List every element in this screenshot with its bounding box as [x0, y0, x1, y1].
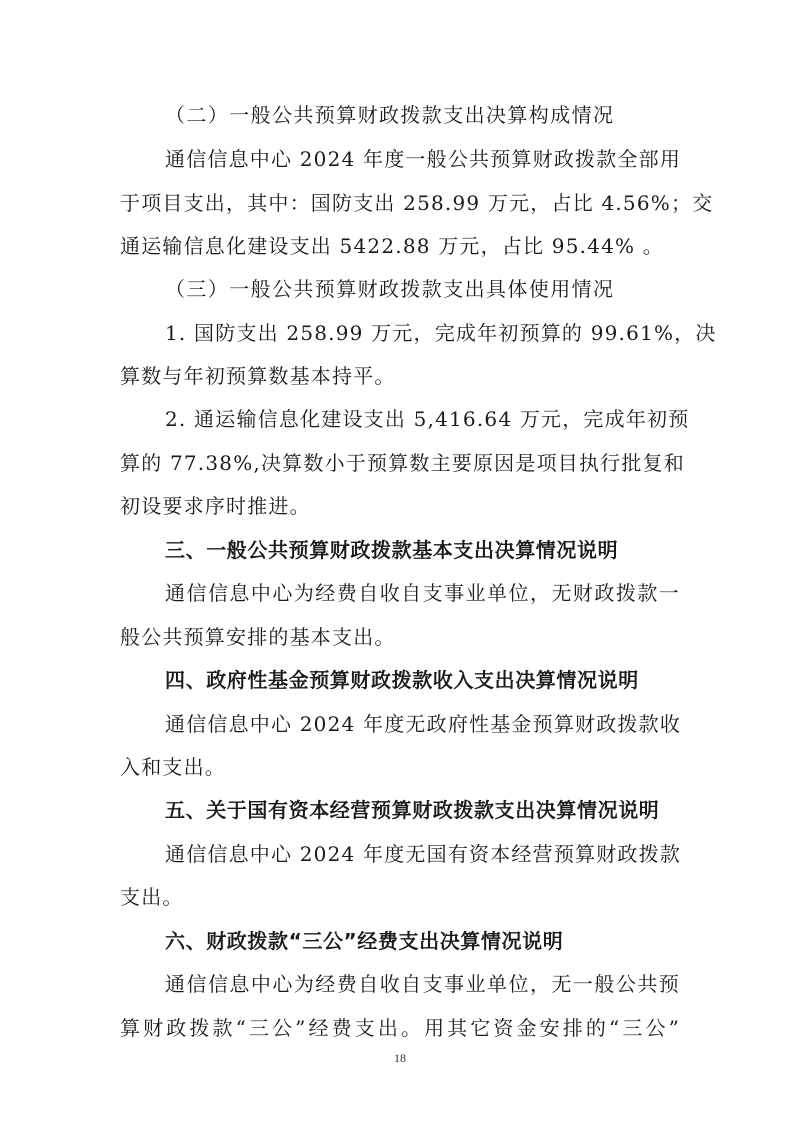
paragraph-line: 通信信息中心 2024 年度一般公共预算财政拨款全部用 [165, 147, 682, 171]
list-item-line: 1. 国防支出 258.99 万元，完成年初预算的 99.61%，决 [165, 321, 717, 345]
paragraph-line: 通信信息中心为经费自收自支事业单位，无一般公共预 [165, 972, 680, 996]
list-item-line: 2. 通运输信息化建设支出 5,416.64 万元，完成年初预 [165, 407, 690, 431]
page-number: 18 [394, 1051, 406, 1065]
paragraph-line: 通信信息中心 2024 年度无政府性基金预算财政拨款收 [165, 712, 682, 736]
paragraph-line: 通运输信息化建设支出 5422.88 万元，占比 95.44% 。 [120, 234, 664, 258]
paragraph-line: 算财政拨款“三公”经费支出。用其它资金安排的“三公” [120, 1016, 680, 1040]
paragraph-line: 入和支出。 [120, 755, 226, 779]
paragraph-line: 通信信息中心为经费自收自支事业单位，无财政拨款一 [165, 581, 680, 605]
section-subheading-3: （三）一般公共预算财政拨款支出具体使用情况 [165, 277, 615, 301]
section-heading-3: 三、一般公共预算财政拨款基本支出决算情况说明 [165, 538, 619, 562]
section-heading-4: 四、政府性基金预算财政拨款收入支出决算情况说明 [165, 668, 639, 692]
paragraph-line: 于项目支出，其中：国防支出 258.99 万元，占比 4.56%；交 [120, 191, 714, 215]
list-item-line: 算数与年初预算数基本持平。 [120, 364, 396, 388]
section-heading-6: 六、财政拨款“三公”经费支出决算情况说明 [165, 929, 564, 953]
paragraph-line: 通信信息中心 2024 年度无国有资本经营预算财政拨款 [165, 842, 682, 866]
list-item-line: 算的 77.38%,决算数小于预算数主要原因是项目执行批复和 [120, 451, 685, 475]
paragraph-line: 般公共预算安排的基本支出。 [120, 625, 396, 649]
paragraph-line: 支出。 [120, 885, 184, 909]
list-item-line: 初设要求序时推进。 [120, 494, 311, 518]
section-subheading-2: （二）一般公共预算财政拨款支出决算构成情况 [165, 103, 615, 127]
section-heading-5: 五、关于国有资本经营预算财政拨款支出决算情况说明 [165, 798, 660, 822]
